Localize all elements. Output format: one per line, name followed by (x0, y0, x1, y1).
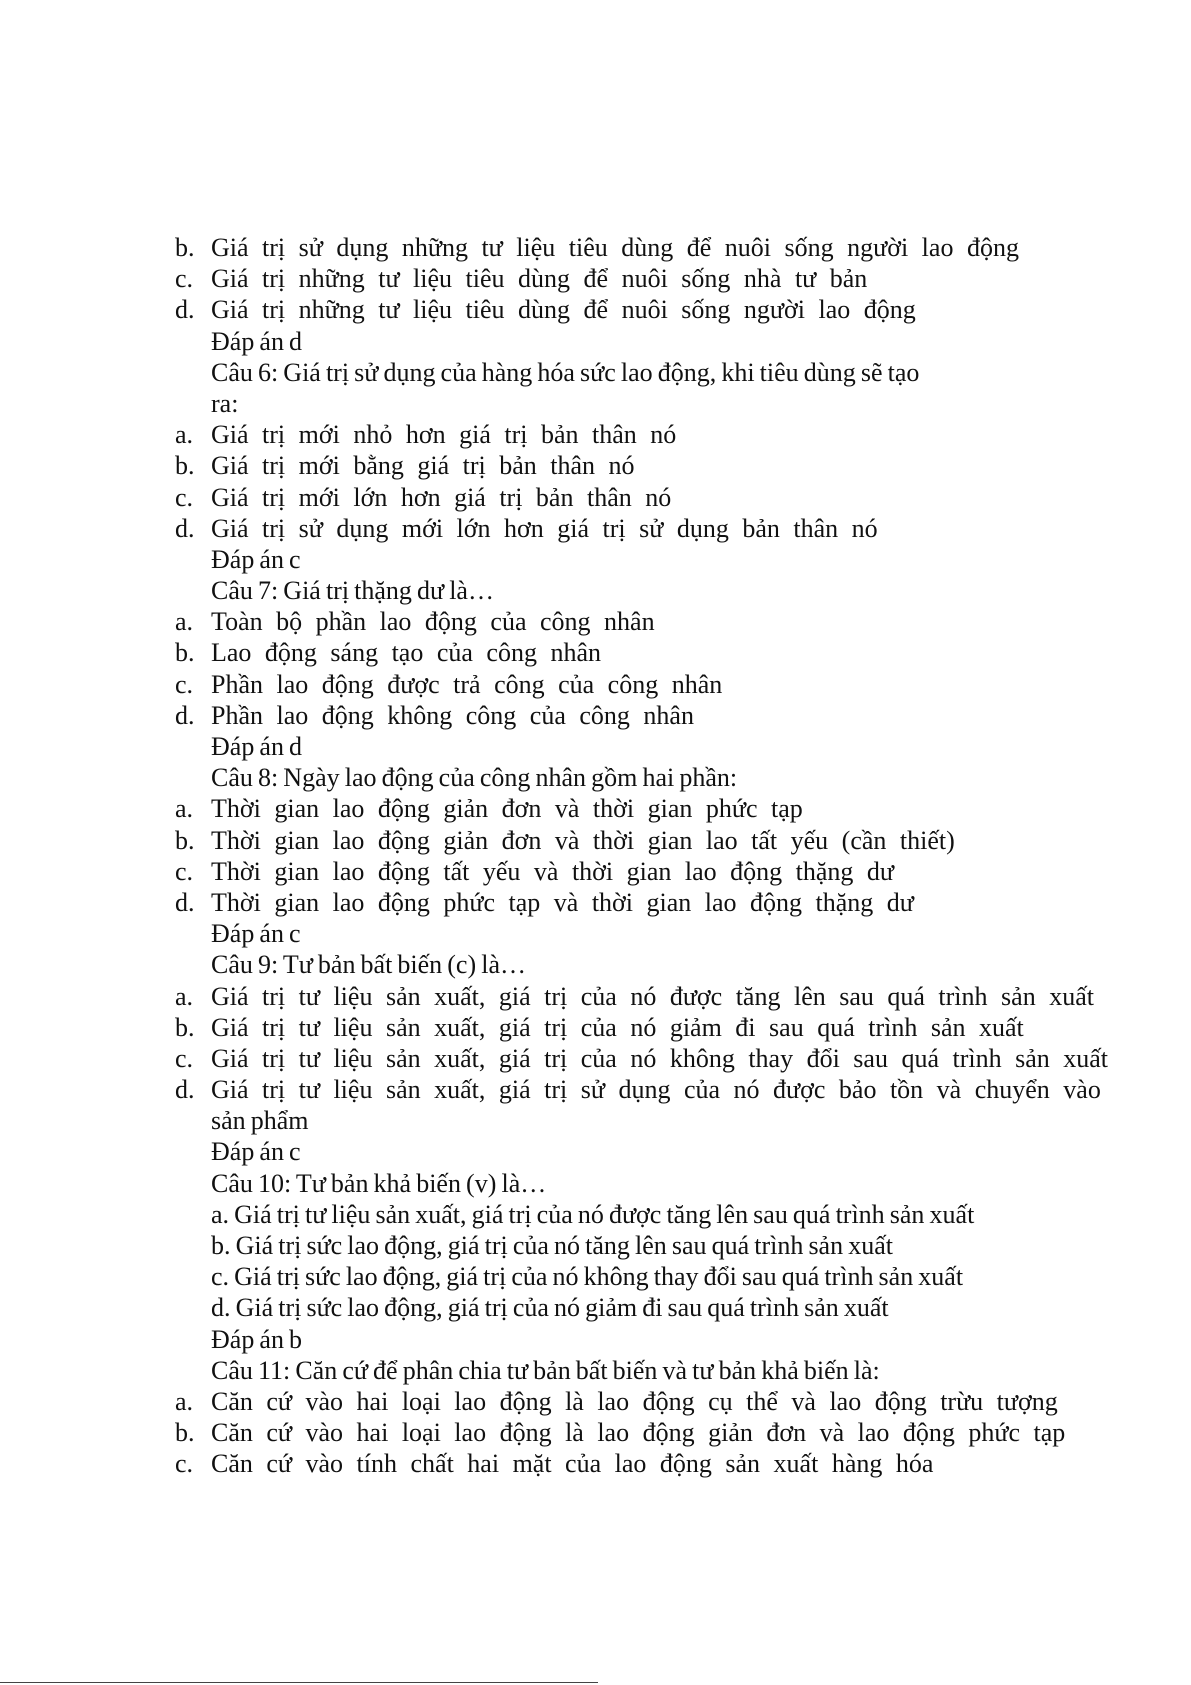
option-marker: a. (175, 981, 194, 1011)
option-marker: c. (175, 264, 194, 294)
option-text: Phần lao động không công của công nhân (211, 700, 694, 730)
option-text: Phần lao động được trả công của công nhân (211, 669, 723, 699)
option-marker: c. (175, 669, 194, 699)
option-marker: c. (175, 482, 194, 512)
question-text: Câu 11: Căn cứ để phân chia tư bản bất biến và tư bản khả biến là: (211, 1355, 880, 1385)
option-text: Giá trị những tư liệu tiêu dùng để nuôi sống người lao động (211, 295, 916, 325)
answer-option (175, 1417, 1165, 1448)
answer-option (175, 856, 1165, 887)
answer-option (175, 887, 1165, 918)
option-marker: b. (175, 1418, 195, 1448)
option-marker: d. (175, 295, 195, 325)
answer-option (175, 637, 1165, 668)
option-marker: c. (175, 1043, 194, 1073)
option-marker: d. (175, 1075, 195, 1105)
continuation-text: sản phẩm (211, 1106, 309, 1136)
option-marker: a. (175, 607, 194, 637)
answer-option (175, 1043, 1165, 1074)
option-text: Giá trị mới lớn hơn giá trị bản thân nó (211, 482, 672, 512)
answer-option (175, 700, 1165, 731)
option-marker: c. (175, 1449, 194, 1479)
option-text: Giá trị mới bằng giá trị bản thân nó (211, 451, 635, 481)
option-marker: b. (175, 1012, 195, 1042)
option-text: Giá trị những tư liệu tiêu dùng để nuôi sống nhà tư bản (211, 264, 868, 294)
answer-option (175, 825, 1165, 856)
option-text: Thời gian lao động tất yếu và thời gian lao động thặng dư (211, 856, 895, 886)
answer-key: Đáp án d (211, 732, 303, 761)
answer-option (175, 793, 1165, 824)
answer-option (175, 419, 1165, 450)
option-marker: d. (175, 513, 195, 543)
answer-key: Đáp án c (211, 544, 301, 574)
answer-option: c. Giá trị sức lao động, giá trị của nó không thay đổi sau quá trình sản xuất (211, 1262, 964, 1292)
question-text: Câu 8: Ngày lao động của công nhân gồm hai phần: (211, 763, 738, 793)
option-marker: b. (175, 825, 195, 855)
option-marker: d. (175, 887, 195, 917)
answer-option (175, 981, 1165, 1012)
option-marker: b. (175, 233, 195, 262)
option-text: Giá trị tư liệu sản xuất, giá trị sử dụng của nó được bảo tồn và chuyển vào (211, 1075, 1101, 1105)
answer-option (175, 513, 1165, 544)
option-text: Căn cứ vào tính chất hai mặt của lao động sản xuất hàng hóa (211, 1449, 934, 1479)
option-text: Giá trị tư liệu sản xuất, giá trị của nó được tăng lên sau quá trình sản xuất (211, 981, 1094, 1011)
option-marker: a. (175, 420, 194, 450)
document-body (175, 232, 1165, 1480)
answer-option (175, 1448, 1165, 1479)
option-marker: a. (175, 794, 194, 824)
option-text: Giá trị tư liệu sản xuất, giá trị của nó không thay đổi sau quá trình sản xuất (211, 1043, 1109, 1073)
option-marker: b. (175, 451, 195, 481)
option-text: Lao động sáng tạo của công nhân (211, 638, 602, 668)
option-text: Giá trị tư liệu sản xuất, giá trị của nó giảm đi sau quá trình sản xuất (211, 1012, 1024, 1042)
footnote-divider (0, 1682, 598, 1683)
option-text: Thời gian lao động giản đơn và thời gian lao tất yếu (cần thiết) (211, 825, 955, 855)
answer-key: Đáp án c (211, 1137, 301, 1167)
option-text: Giá trị mới nhỏ hơn giá trị bản thân nó (211, 420, 677, 450)
option-marker: d. (175, 700, 195, 730)
answer-option (175, 1074, 1165, 1105)
answer-key: Đáp án d (211, 326, 303, 356)
question-text: Câu 10: Tư bản khả biến (v) là… (211, 1168, 547, 1198)
answer-option: d. Giá trị sức lao động, giá trị của nó giảm đi sau quá trình sản xuất (211, 1293, 889, 1323)
answer-option: a. Giá trị tư liệu sản xuất, giá trị của nó được tăng lên sau quá trình sản xuất (211, 1199, 975, 1229)
continuation-text: ra: (211, 388, 239, 418)
answer-option (175, 1012, 1165, 1043)
option-text: Giá trị sử dụng những tư liệu tiêu dùng để nuôi sống người lao động (211, 233, 1019, 262)
answer-option (175, 263, 1165, 294)
answer-key: Đáp án b (211, 1324, 303, 1354)
question-text: Câu 6: Giá trị sử dụng của hàng hóa sức lao động, khi tiêu dùng sẽ tạo (211, 357, 920, 387)
option-text: Thời gian lao động giản đơn và thời gian phức tạp (211, 794, 803, 824)
answer-option: b. Giá trị sức lao động, giá trị của nó tăng lên sau quá trình sản xuất (211, 1231, 893, 1260)
option-marker: c. (175, 856, 194, 886)
answer-option (175, 606, 1165, 637)
answer-option (175, 450, 1165, 481)
option-text: Giá trị sử dụng mới lớn hơn giá trị sử dụng bản thân nó (211, 513, 878, 543)
option-text: Toàn bộ phần lao động của công nhân (211, 607, 655, 637)
answer-option (175, 232, 1165, 263)
answer-option (175, 294, 1165, 325)
question-text: Câu 7: Giá trị thặng dư là… (211, 576, 494, 606)
option-text: Thời gian lao động phức tạp và thời gian lao động thặng dư (211, 887, 914, 917)
answer-key: Đáp án c (211, 919, 301, 949)
option-text: Căn cứ vào hai loại lao động là lao động giản đơn và lao động phức tạp (211, 1418, 1066, 1448)
question-text: Câu 9: Tư bản bất biến (c) là… (211, 950, 526, 980)
option-marker: a. (175, 1386, 194, 1416)
answer-option (175, 482, 1165, 513)
answer-option (175, 1386, 1165, 1417)
option-marker: b. (175, 638, 195, 668)
option-text: Căn cứ vào hai loại lao động là lao động cụ thể và lao động trừu tượng (211, 1386, 1058, 1416)
answer-option (175, 669, 1165, 700)
